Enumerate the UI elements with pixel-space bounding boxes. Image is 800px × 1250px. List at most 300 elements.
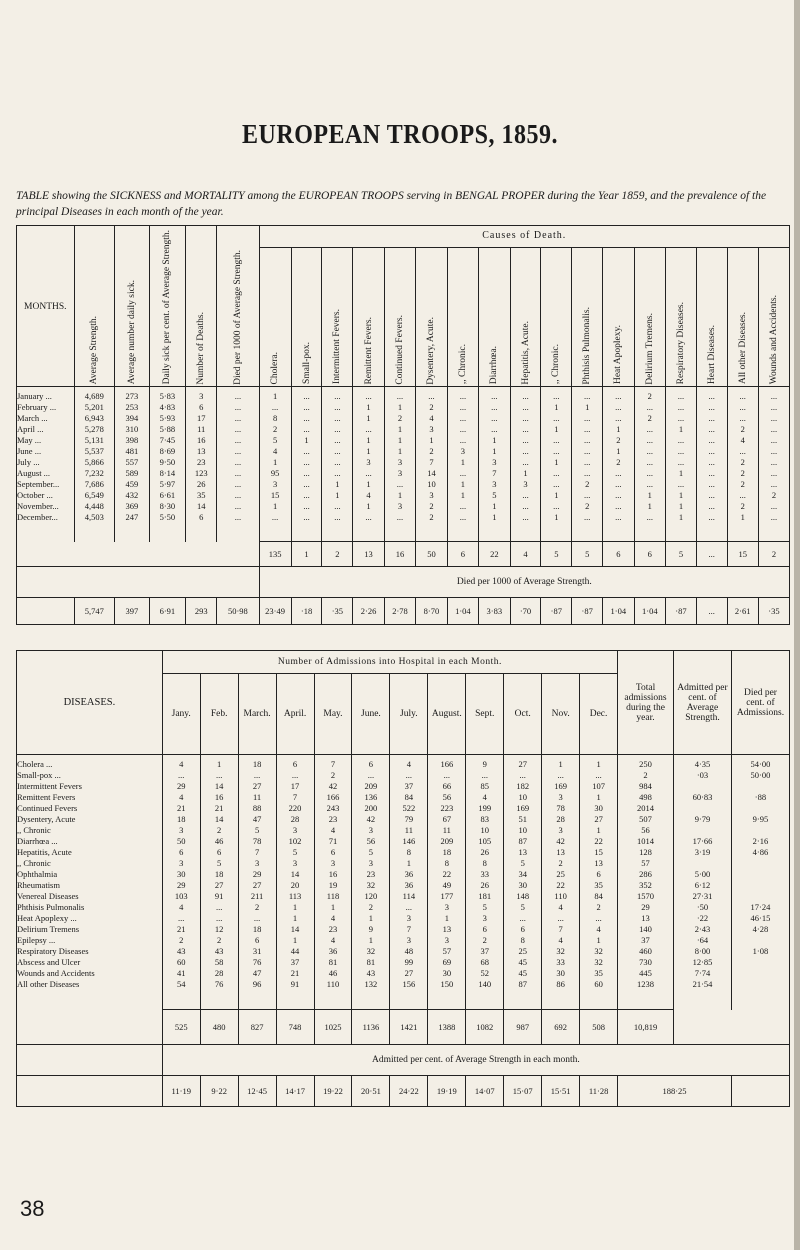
cause-deaths-value: ...: [459, 424, 467, 435]
monthly-admissions-value: 52: [480, 968, 490, 978]
cause-header: [572, 248, 603, 387]
per-1000-value: ...: [234, 413, 242, 424]
cause-deaths-value: 2: [740, 479, 745, 490]
cause-deaths-value: 2: [647, 413, 652, 424]
total-admissions-value: 2: [643, 770, 648, 780]
total-admissions-value: 730: [639, 957, 652, 967]
monthly-admissions-value: 14: [290, 869, 300, 879]
monthly-admissions-value: 50: [176, 836, 186, 846]
monthly-admissions-value: 27: [214, 880, 224, 890]
deaths-value: 3: [199, 391, 204, 402]
monthly-admissions-value: 21: [214, 803, 224, 813]
avg-strength-value: 4,503: [84, 512, 104, 523]
daily-sick-value: 394: [125, 413, 139, 424]
cause-deaths-value: 95: [270, 468, 280, 479]
cause-header-label: All other Diseases.: [737, 312, 748, 385]
cause-deaths-value: ...: [770, 512, 778, 523]
monthly-admissions-value: 43: [366, 968, 376, 978]
cause-deaths-value: 2: [616, 457, 621, 468]
month-header: April.: [276, 674, 314, 755]
year-pct-sick: 6·91: [149, 598, 186, 625]
monthly-admissions-value: 1: [368, 935, 374, 945]
disease-name-value: All other Diseases: [17, 979, 80, 989]
cause-deaths-value: 2: [740, 501, 745, 512]
month-name-value: November...: [17, 501, 59, 512]
cause-deaths-value: 3: [397, 468, 403, 479]
per-1000-label: Died per 1000 of Average Strength.: [259, 567, 789, 598]
pct-sick: [149, 387, 186, 542]
monthly-admissions: [200, 755, 238, 1010]
month-name-value: April ...: [17, 424, 44, 435]
month-header: Nov.: [542, 674, 580, 755]
per-1000-value: ...: [234, 490, 242, 501]
cause-deaths-value: ...: [334, 512, 341, 523]
pct-sick-header: Daily sick per cent. of Average Strength.: [162, 230, 173, 385]
months-header: MONTHS.: [24, 301, 67, 312]
monthly-admissions-value: 146: [402, 836, 416, 846]
monthly-admissions-value: 69: [442, 957, 452, 967]
cause-deaths-value: ...: [522, 501, 529, 512]
cause-deaths-value: ...: [553, 468, 560, 479]
admitted-pct-value: 7·74: [694, 968, 711, 978]
monthly-admissions-value: 16: [214, 792, 224, 802]
monthly-admissions-value: 45: [518, 957, 527, 967]
monthly-admissions-value: 3: [558, 792, 563, 802]
cause-deaths-value: ...: [646, 468, 653, 479]
cause-deaths-value: ...: [584, 490, 591, 501]
cause-deaths-value: ...: [522, 457, 529, 468]
cause-header: [291, 248, 322, 387]
monthly-admissions-value: ...: [519, 770, 526, 780]
monthly-admissions-value: 27: [404, 968, 414, 978]
monthly-admissions-value: 26: [480, 880, 490, 890]
totals-spacer: [17, 1010, 163, 1045]
monthly-admissions-value: 46: [214, 836, 224, 846]
year-cause-rate: 8·70: [416, 598, 447, 625]
cause-deaths-value: 2: [740, 424, 745, 435]
monthly-admissions-value: 1: [368, 913, 374, 923]
monthly-admissions-value: 15: [594, 847, 603, 857]
monthly-admissions-value: 91: [290, 979, 300, 989]
died-pct-value: [732, 803, 789, 814]
monthly-pct: 9·22: [200, 1076, 238, 1107]
cause-total: 2: [758, 542, 789, 567]
cause-total: 4: [510, 542, 541, 567]
cause-header: [353, 248, 384, 387]
monthly-admissions-value: 6: [254, 935, 260, 945]
cause-header: [416, 248, 447, 387]
avg-strength-value: 5,537: [84, 446, 104, 457]
monthly-admissions-value: 22: [442, 869, 452, 879]
disease-name-value: Phthisis Pulmonalis: [17, 902, 85, 912]
cause-deaths-value: ...: [708, 512, 715, 523]
total-admissions: [618, 755, 674, 1010]
cause-deaths-value: 1: [647, 490, 652, 501]
monthly-admissions-value: 3: [368, 825, 374, 835]
admitted-pct-value: 2·43: [694, 924, 711, 934]
cause-deaths-value: 4: [740, 435, 745, 446]
monthly-pct: 14·17: [276, 1076, 314, 1107]
cause-deaths-value: ...: [334, 413, 341, 424]
month-header: August.: [428, 674, 466, 755]
monthly-admissions: [238, 755, 276, 1010]
cause-deaths: [541, 387, 572, 542]
cause-deaths-value: 1: [523, 468, 528, 479]
page-number: 38: [20, 1196, 45, 1221]
year-cause-rate: 2·78: [384, 598, 415, 625]
monthly-admissions-value: 3: [558, 825, 563, 835]
month-name-value: May ...: [17, 435, 42, 446]
monthly-admissions-value: ...: [178, 913, 185, 923]
cause-deaths-value: ...: [334, 446, 341, 457]
monthly-admissions-value: 2: [179, 935, 184, 945]
pct-sick-value: 5·88: [159, 424, 176, 435]
month-total: 1082: [466, 1010, 504, 1045]
monthly-admissions-value: 11: [442, 825, 451, 835]
cause-deaths-value: 1: [554, 490, 559, 501]
cause-deaths: [259, 387, 291, 542]
year-cause-rate: 1·04: [447, 598, 478, 625]
admitted-pct-value: 21·54: [692, 979, 713, 989]
died-pct-value: [732, 891, 789, 902]
pct-sick-value: 9·50: [159, 457, 176, 468]
monthly-pct: 15·07: [504, 1076, 542, 1107]
cause-deaths-value: ...: [615, 479, 622, 490]
cause-deaths-value: 1: [366, 402, 371, 413]
cause-deaths-value: 4: [429, 413, 434, 424]
cause-deaths-value: ...: [428, 391, 435, 402]
cause-deaths-value: ...: [677, 391, 685, 402]
cause-deaths-value: ...: [303, 424, 310, 435]
monthly-admissions-value: 156: [402, 979, 416, 989]
cause-deaths-value: 3: [272, 479, 278, 490]
disease-name-value: Remittent Fevers: [17, 792, 76, 802]
year-cause-rate: ·87: [666, 598, 697, 625]
monthly-admissions-value: 87: [518, 836, 527, 846]
died-pct-value: 54·00: [750, 759, 771, 769]
monthly-admissions-value: 86: [556, 979, 565, 989]
monthly-admissions-value: 223: [440, 803, 454, 813]
cause-deaths-value: 1: [397, 435, 403, 446]
cause-deaths-value: 3: [366, 457, 371, 468]
disease-name-value: Small-pox ...: [17, 770, 61, 780]
monthly-admissions-value: 4: [179, 759, 184, 769]
monthly-admissions-value: 85: [480, 781, 490, 791]
cause-deaths-value: 1: [366, 413, 371, 424]
admitted-pct-value: 6·12: [694, 880, 711, 890]
cause-deaths-value: ...: [739, 490, 746, 501]
cause-deaths-value: ...: [615, 402, 622, 413]
monthly-admissions-value: 3: [330, 858, 336, 868]
monthly-admissions-value: 32: [366, 946, 376, 956]
monthly-admissions-value: 96: [252, 979, 262, 989]
cause-deaths-value: 1: [272, 391, 278, 402]
cause-deaths-value: ...: [334, 402, 341, 413]
cause-deaths-value: 1: [492, 512, 497, 523]
disease-name-value: Intermittent Fevers: [17, 781, 82, 791]
cause-deaths-value: 7: [429, 457, 434, 468]
died-pct-value: [732, 825, 789, 836]
month-header: Sept.: [466, 674, 504, 755]
monthly-admissions-value: 56: [366, 836, 376, 846]
cause-deaths-value: 1: [678, 490, 684, 501]
monthly-admissions-value: 3: [368, 858, 374, 868]
month-name-value: March ...: [17, 413, 48, 424]
month-total: 508: [580, 1010, 618, 1045]
died-pct-value: 4·28: [752, 924, 769, 934]
monthly-admissions-value: 6: [520, 924, 525, 934]
cause-deaths-value: ...: [522, 424, 529, 435]
deaths-value: 16: [196, 435, 206, 446]
monthly-admissions-value: 1: [292, 902, 298, 912]
monthly-admissions-value: 7: [406, 924, 411, 934]
cause-deaths-value: ...: [615, 468, 622, 479]
year-cause-rate: ...: [696, 598, 727, 625]
monthly-admissions-value: 44: [290, 946, 300, 956]
cause-deaths-value: ...: [615, 512, 622, 523]
monthly-admissions-value: 88: [252, 803, 262, 813]
monthly-admissions-value: 243: [326, 803, 340, 813]
cause-deaths-value: 10: [427, 479, 436, 490]
pct-sick-value: 6·61: [159, 490, 176, 501]
monthly-admissions-value: 1: [330, 902, 336, 912]
cause-deaths-value: ...: [739, 402, 746, 413]
pct-sick-value: 5·83: [159, 391, 176, 402]
cause-deaths-value: ...: [584, 424, 591, 435]
monthly-admissions-value: 31: [252, 946, 262, 956]
monthly-admissions-value: 8: [520, 935, 525, 945]
cause-header: [479, 248, 510, 387]
total-admissions-value: 37: [641, 935, 650, 945]
monthly-admissions-value: ...: [405, 770, 413, 780]
died-pct-value: 4·86: [752, 847, 769, 857]
cause-deaths-value: ...: [491, 402, 498, 413]
cause-deaths-value: ...: [646, 402, 653, 413]
strength-header: Average Strength.: [89, 316, 100, 385]
monthly-admissions-value: 3: [444, 935, 449, 945]
cause-header-label: Heart Diseases.: [706, 325, 717, 385]
avg-strength-value: 4,689: [84, 391, 104, 402]
cause-header-label: ,, Chronic.: [551, 344, 562, 385]
monthly-admissions: [352, 755, 390, 1010]
monthly-admissions-value: 3: [179, 858, 184, 868]
monthly-admissions-value: 6: [482, 924, 487, 934]
monthly-admissions-value: 4: [330, 825, 336, 835]
cause-deaths-value: ...: [677, 479, 685, 490]
died-pct-value: 9·95: [752, 814, 769, 824]
cause-deaths: [634, 387, 665, 542]
monthly-admissions-value: 6: [596, 869, 601, 879]
cause-deaths-value: ...: [303, 468, 310, 479]
monthly-admissions-value: 27: [518, 759, 527, 769]
month-name-value: December...: [17, 512, 58, 523]
monthly-admissions-value: 166: [326, 792, 340, 802]
died-pct-value: [732, 968, 789, 979]
monthly-admissions-value: 4: [596, 924, 601, 934]
monthly-admissions: [580, 755, 618, 1010]
monthly-admissions-value: 7: [292, 792, 298, 802]
monthly-admissions-value: 78: [556, 803, 565, 813]
monthly-admissions-value: 118: [326, 891, 340, 901]
cause-deaths-value: 1: [460, 479, 466, 490]
monthly-admissions-value: 13: [594, 858, 603, 868]
disease-name-value: Dysentery, Acute: [17, 814, 76, 824]
cause-deaths-value: ...: [677, 413, 685, 424]
total-admissions-value: 352: [639, 880, 652, 890]
monthly-admissions-value: 67: [442, 814, 452, 824]
cause-deaths-value: ...: [708, 446, 715, 457]
monthly-admissions-value: 1: [596, 792, 601, 802]
monthly-admissions: [466, 755, 504, 1010]
admitted-pct-value: [674, 781, 731, 792]
total-admissions-value: 13: [641, 913, 650, 923]
month-total: 1025: [314, 1010, 352, 1045]
cause-deaths-value: ...: [522, 512, 529, 523]
disease-name-value: ,, Chronic: [17, 858, 51, 868]
cause-deaths-value: 1: [678, 424, 684, 435]
cause-deaths-value: 1: [492, 435, 497, 446]
cause-deaths: [479, 387, 510, 542]
monthly-admissions-value: 83: [480, 814, 490, 824]
monthly-admissions-value: ...: [215, 770, 223, 780]
month-header: July.: [390, 674, 428, 755]
cause-deaths-value: ...: [459, 512, 467, 523]
monthly-admissions-value: 17: [290, 781, 300, 791]
monthly-admissions-value: 33: [480, 869, 490, 879]
cause-header-label: Dysentery, Acute.: [426, 316, 437, 385]
cause-deaths-value: 3: [523, 479, 528, 490]
monthly-pct: 11·28: [580, 1076, 618, 1107]
cause-total: 16: [384, 542, 415, 567]
died-pct-header: Died per cent. of Admissions.: [731, 651, 789, 755]
year-daily-sick: 397: [115, 598, 149, 625]
disease-name-value: Diarrhœa ...: [17, 836, 58, 846]
cause-deaths-value: ...: [770, 468, 778, 479]
total-admissions-header: Total admissions during the year.: [618, 651, 674, 755]
deaths-value: 6: [199, 402, 204, 413]
year-strength: 5,747: [74, 598, 115, 625]
monthly-admissions-value: 5: [368, 847, 374, 857]
cause-deaths-value: 1: [366, 435, 371, 446]
cause-deaths-value: ...: [708, 413, 715, 424]
disease-name-value: Rheumatism: [17, 880, 60, 890]
monthly-admissions-value: 13: [518, 847, 527, 857]
per-1000-value: ...: [234, 446, 242, 457]
cause-deaths-value: ...: [646, 435, 653, 446]
monthly-pct: 19·19: [428, 1076, 466, 1107]
deaths-header: Number of Deaths.: [196, 311, 207, 385]
monthly-pct: 20·51: [352, 1076, 390, 1107]
cause-deaths-value: 1: [366, 501, 371, 512]
year-cause-rate: 1·04: [634, 598, 665, 625]
monthly-admissions-value: 220: [288, 803, 302, 813]
cause-deaths-value: ...: [677, 402, 685, 413]
monthly-admissions-value: 4: [330, 935, 336, 945]
monthly-admissions-value: 13: [556, 847, 565, 857]
monthly-admissions: [504, 755, 542, 1010]
monthly-admissions-value: 84: [594, 891, 603, 901]
monthly-admissions-value: 43: [176, 946, 186, 956]
daily-sick-value: 589: [125, 468, 139, 479]
monthly-admissions-value: 1: [444, 913, 449, 923]
disease-name-value: Continued Fevers: [17, 803, 78, 813]
month-header: May.: [314, 674, 352, 755]
cause-deaths-value: 1: [616, 446, 621, 457]
cause-deaths-value: 8: [272, 413, 278, 424]
cause-deaths-value: 1: [366, 479, 371, 490]
cause-deaths-value: ...: [491, 391, 498, 402]
monthly-admissions-value: 2: [217, 935, 222, 945]
died-pct-value: [732, 869, 789, 880]
monthly-admissions-value: 22: [556, 880, 565, 890]
died-pct-value: [732, 957, 789, 968]
monthly-admissions-value: 5: [520, 858, 525, 868]
monthly-admissions-value: 28: [556, 814, 565, 824]
cause-header: [603, 248, 634, 387]
cause-deaths-value: ...: [770, 446, 778, 457]
cause-deaths: [510, 387, 541, 542]
cause-header-label: ,, Chronic.: [457, 344, 468, 385]
cause-deaths-value: 1: [554, 424, 559, 435]
cause-deaths-value: ...: [459, 391, 467, 402]
monthly-admissions-value: 5: [217, 858, 222, 868]
cause-deaths-value: 1: [335, 479, 340, 490]
monthly-admissions-value: 8: [482, 858, 487, 868]
month-total: 827: [238, 1010, 276, 1045]
month-header: June.: [352, 674, 390, 755]
cause-deaths-value: 1: [272, 501, 278, 512]
cause-deaths-value: ...: [677, 435, 685, 446]
cause-deaths: [727, 387, 758, 542]
monthly-admissions-value: 45: [518, 968, 527, 978]
month-total: 1136: [352, 1010, 390, 1045]
monthly-admissions-value: 4: [179, 792, 184, 802]
cause-header: [510, 248, 541, 387]
cause-deaths-value: 2: [429, 512, 434, 523]
died-pct-value: 1·08: [752, 946, 769, 956]
monthly-admissions-value: ...: [367, 770, 375, 780]
monthly-admissions-value: ...: [557, 770, 564, 780]
cause-total: 50: [416, 542, 447, 567]
pct-sick-value: 4·83: [159, 402, 176, 413]
cause-deaths-value: ...: [396, 512, 404, 523]
monthly-admissions-value: 4: [406, 759, 411, 769]
monthly-admissions-value: 29: [176, 880, 186, 890]
totals-spacer: [17, 542, 260, 567]
monthly-admissions-value: 10: [518, 792, 527, 802]
monthly-admissions-value: 199: [478, 803, 492, 813]
monthly-admissions-value: 32: [366, 880, 376, 890]
monthly-admissions-value: 42: [366, 814, 376, 824]
monthly-admissions-value: 21: [176, 924, 186, 934]
monthly-admissions-value: 3: [179, 825, 184, 835]
cause-deaths-value: ...: [708, 424, 715, 435]
monthly-admissions-value: 6: [368, 759, 374, 769]
monthly-admissions-value: 29: [176, 781, 186, 791]
cause-deaths-value: ...: [365, 512, 372, 523]
cause-deaths-value: ...: [615, 391, 622, 402]
cause-deaths-value: ...: [584, 435, 591, 446]
cause-deaths-value: 5: [492, 490, 497, 501]
daily-sick-value: 459: [125, 479, 139, 490]
sickness-mortality-table: [16, 225, 790, 625]
monthly-admissions: [276, 755, 314, 1010]
cause-deaths-value: 2: [771, 490, 777, 501]
monthly-admissions-value: ...: [595, 770, 602, 780]
cause-deaths-value: ...: [553, 413, 560, 424]
monthly-admissions-value: 36: [328, 946, 338, 956]
cause-deaths-value: 3: [429, 490, 434, 501]
